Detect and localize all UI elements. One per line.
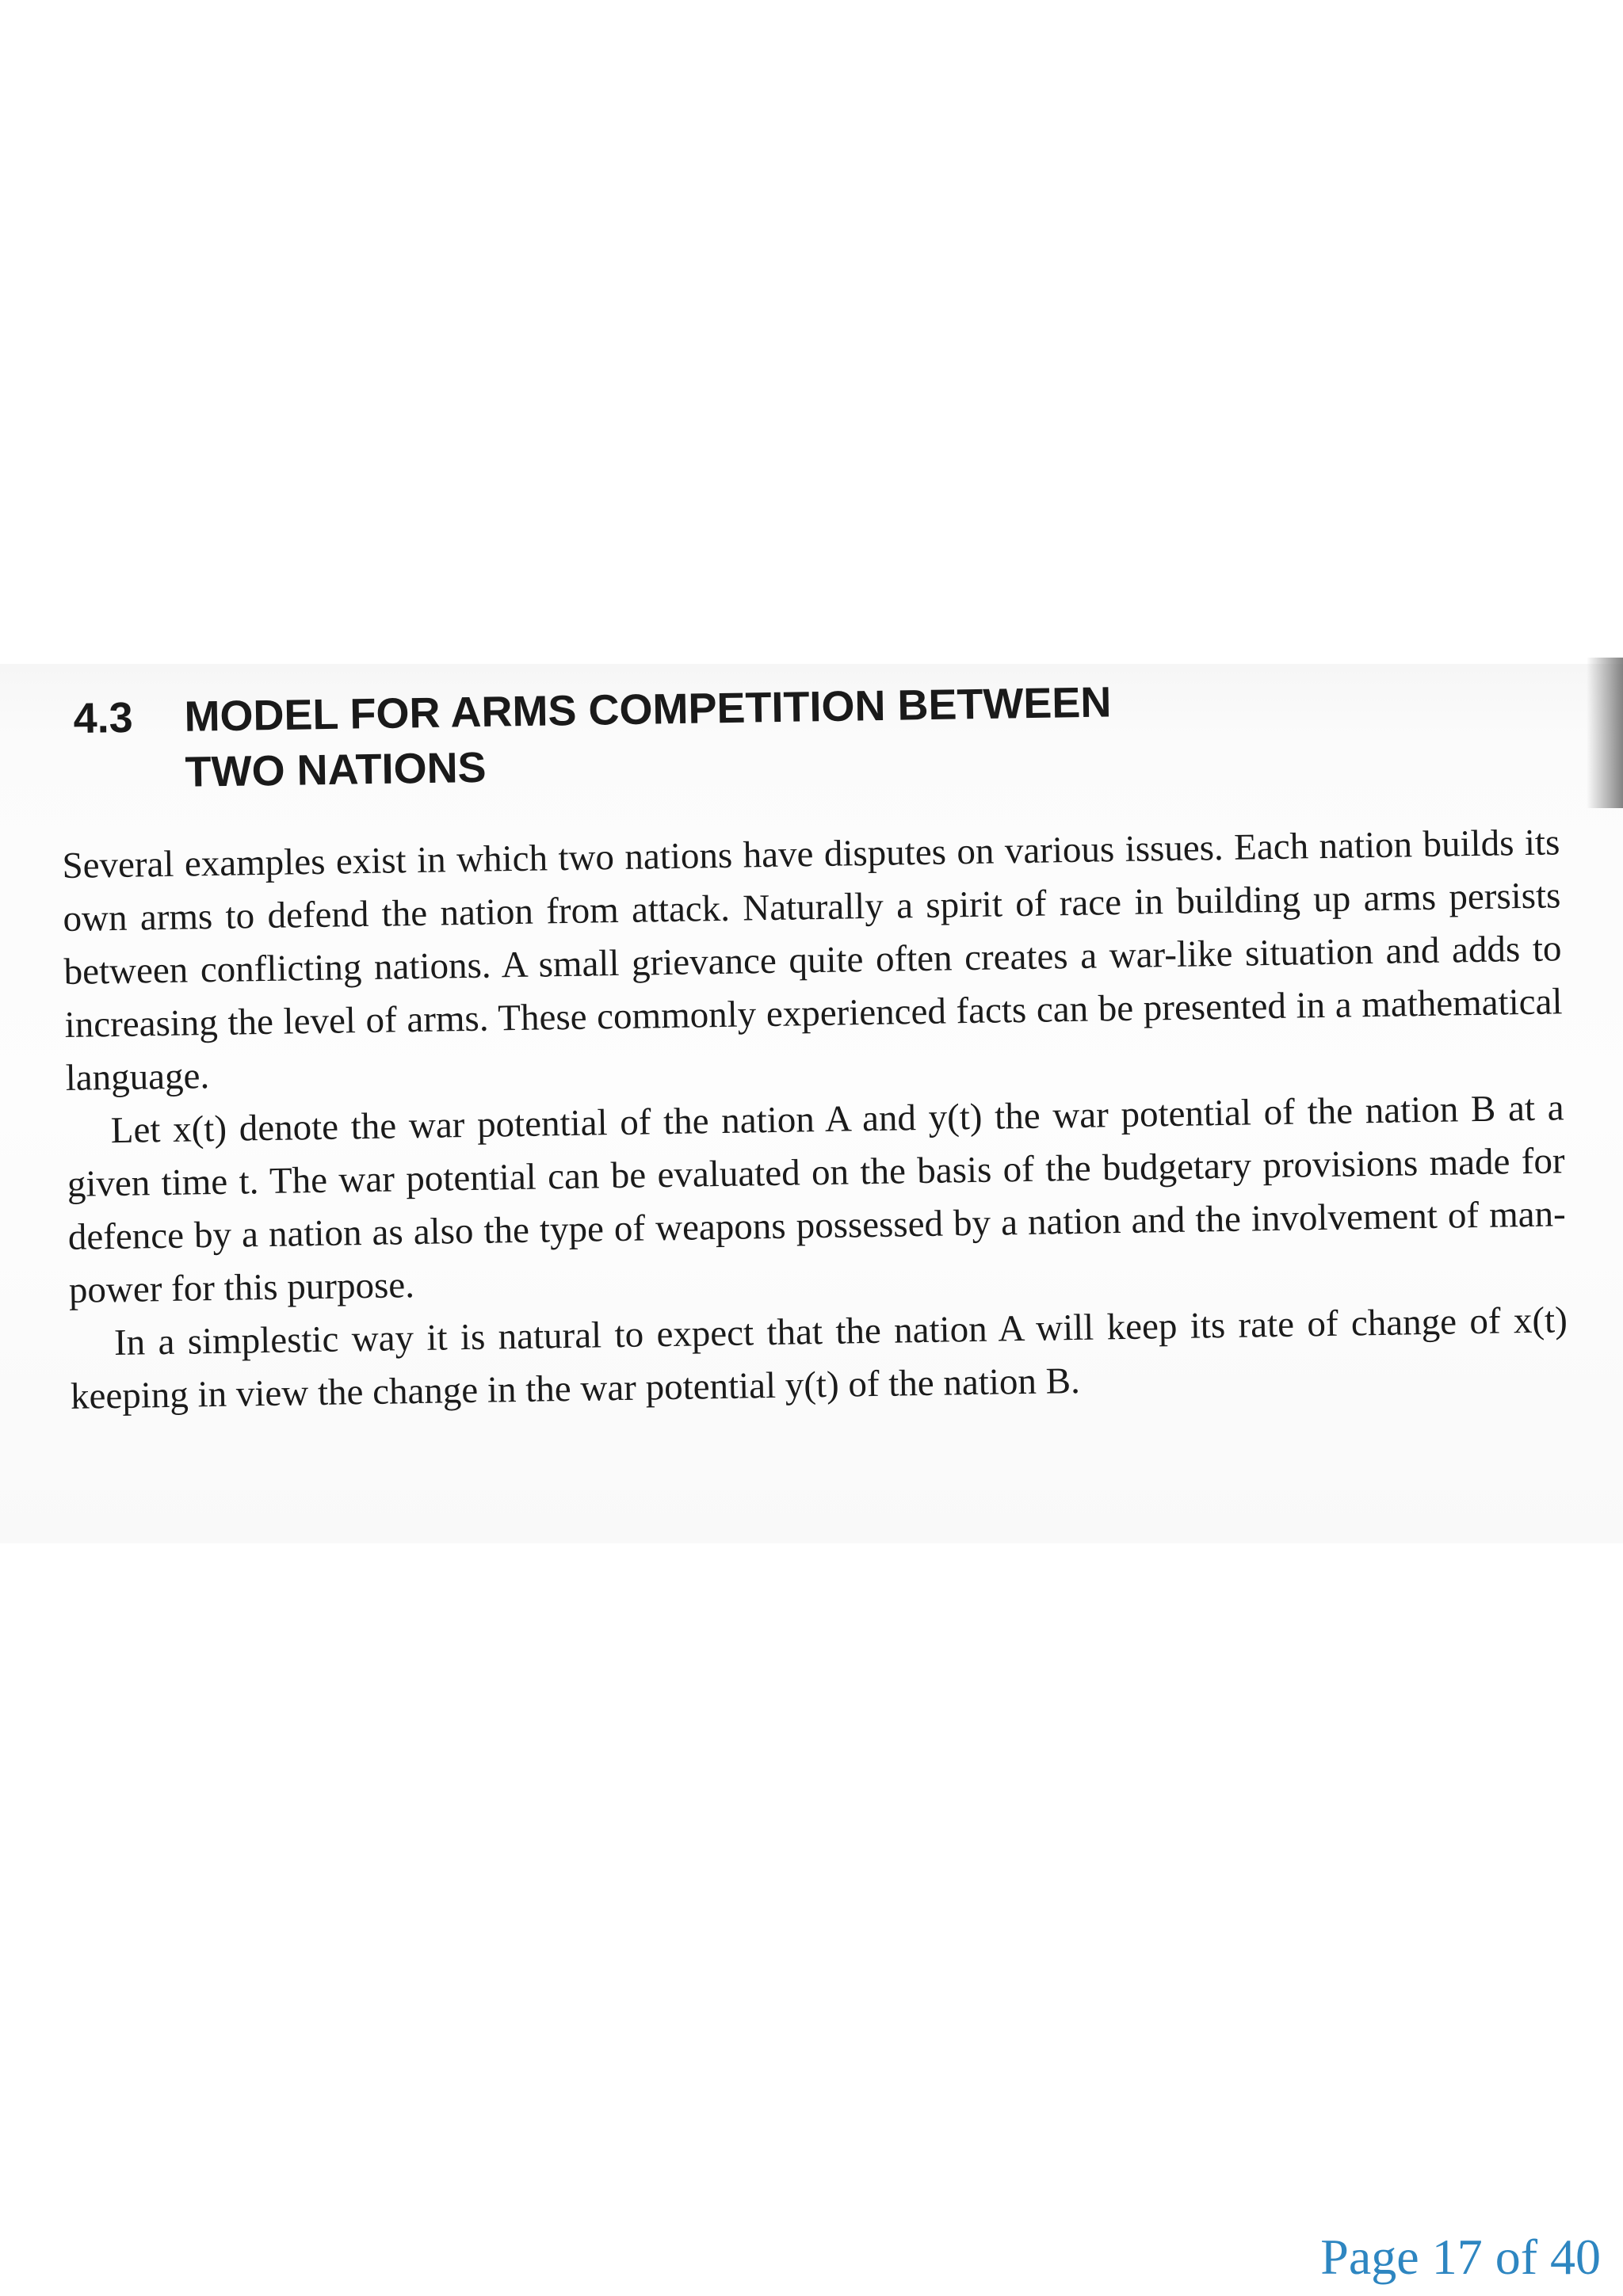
section-number: 4.3 — [73, 693, 134, 742]
paragraph-1: Several examples exist in which two nations have disputes on various issues. Each nation builds its own arms to defend the nation from attack. Naturally a spirit of race in building up arms persists between conflicting nations. A small grievance quite often creates a war-like situation and adds to increasing the level of arms. These commonly experienced facts can be presented in a mathematical language. — [62, 822, 1563, 1099]
paragraph-3: In a simplestic way it is natural to expect that the nation A will keep its rate of change of x(t) keeping in view the change in the war potential y(t) of the nation B. — [70, 1299, 1568, 1417]
section-heading — [73, 671, 1342, 802]
page-number-label: Page 17 of 40 — [1320, 2229, 1601, 2285]
section-title-line-2: TWO NATIONS — [185, 743, 487, 796]
body-text — [62, 816, 1568, 1424]
paragraph-2: Let x(t) denote the war potential of the nation A and y(t) the war potential of the nation B at a given time t. The war potential can be evaluated on the basis of the budgetary provisions made for defence by a nation as also the type of weapons possessed by a nation and the involvement of man-power for this purpose. — [67, 1087, 1567, 1311]
section-title-line-1: MODEL FOR ARMS COMPETITION BETWEEN — [184, 678, 1112, 741]
page-edge-shadow — [1587, 658, 1623, 808]
